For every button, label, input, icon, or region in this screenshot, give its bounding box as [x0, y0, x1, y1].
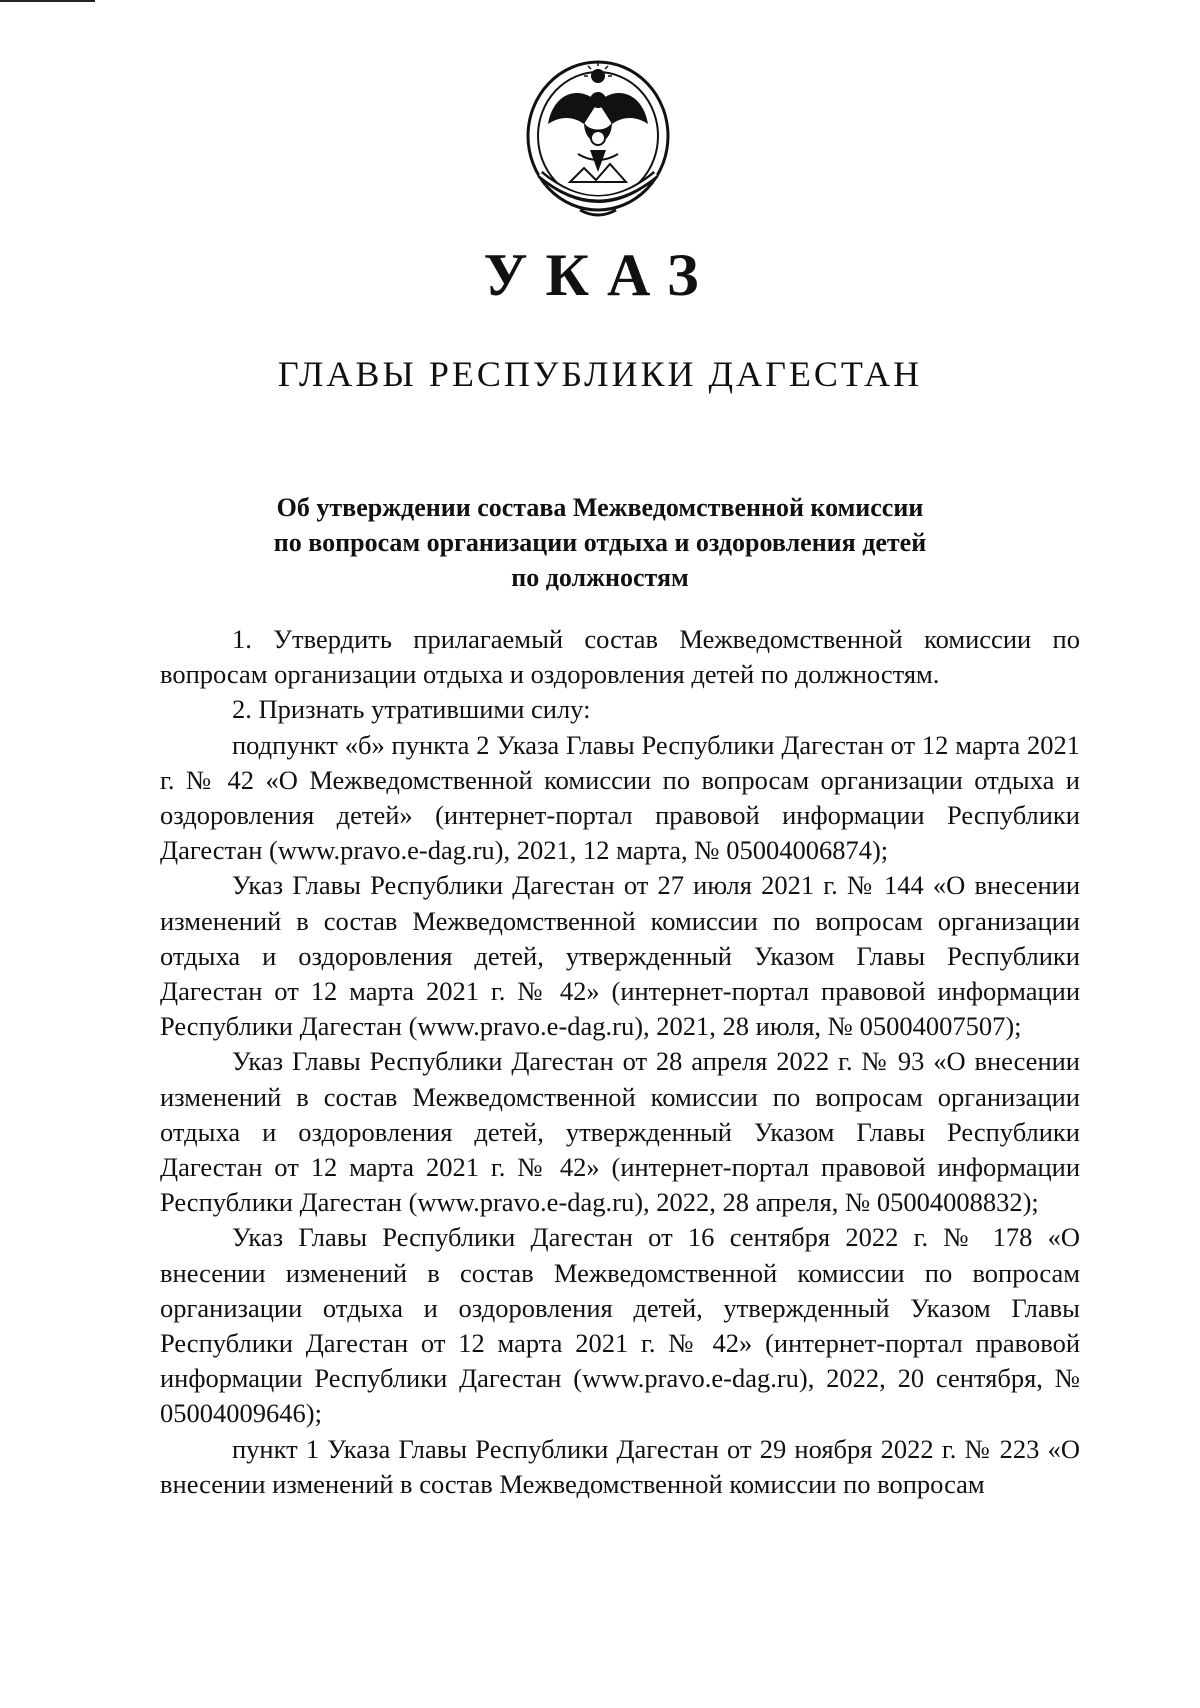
paragraph-item-1: 1. Утвердить прилагаемый состав Межведомственной комиссии по вопросам организации отдыха и оздоровления детей по должностям. [160, 624, 1080, 690]
heading-line: по должностям [511, 563, 689, 592]
paragraph-item-2: 2. Признать утратившими силу: [232, 694, 591, 725]
document-heading [160, 490, 1040, 595]
coat-of-arms-emblem [518, 54, 678, 224]
document-title: УКАЗ [483, 242, 717, 308]
document-body [160, 622, 1080, 1502]
heading-line: Об утверждении состава Межведомственной комиссии [276, 493, 924, 522]
paragraph-repeal-decree-223: пункт 1 Указа Главы Республики Дагестан от 29 ноября 2022 г. № 223 «О внесении изменений в состав Межведомственной комиссии по вопросам [160, 1433, 1080, 1499]
document-subtitle: ГЛАВЫ РЕСПУБЛИКИ ДАГЕСТАН [277, 354, 923, 394]
paragraph-repeal-decree-93: Указ Главы Республики Дагестан от 28 апреля 2022 г. № 93 «О внесении изменений в состав Межведомственной комиссии по вопросам организации отдыха и оздоровления детей, утвержденный Указом Главы Республики Дагестан от 12 марта 2021 г. № 42» (интернет-портал правовой информации Республики Дагестан (www.pravo.e-dag.ru), 2022, 28 апреля, № 05004008832); [160, 1046, 1080, 1218]
paragraph-repeal-decree-144: Указ Главы Республики Дагестан от 27 июля 2021 г. № 144 «О внесении изменений в состав Межведомственной комиссии по вопросам организации отдыха и оздоровления детей, утвержденный Указом Главы Республики Дагестан от 12 марта 2021 г. № 42» (интернет-портал правовой информации Республики Дагестан (www.pravo.e-dag.ru), 2021, 28 июля, № 05004007507); [160, 870, 1080, 1042]
paragraph-repeal-decree-178: Указ Главы Республики Дагестан от 16 сентября 2022 г. № 178 «О внесении изменений в состав Межведомственной комиссии по вопросам организации отдыха и оздоровления детей, утвержденный Указом Главы Республики Дагестан от 12 марта 2021 г. № 42» (интернет-портал правовой информации Республики Дагестан (www.pravo.e-dag.ru), 2022, 20 сентября, № 05004009646); [160, 1222, 1080, 1429]
heading-line: по вопросам организации отдыха и оздоровления детей [273, 528, 927, 557]
paragraph-repeal-subpoint: подпункт «б» пункта 2 Указа Главы Республики Дагестан от 12 марта 2021 г. № 42 «О Межведомственной комиссии по вопросам организации отдыха и оздоровления детей» (интернет-портал правовой информации Республики Дагестан (www.pravo.e-dag.ru), 2021, 12 марта, № 05004006874); [160, 729, 1080, 866]
dagestan-coat-of-arms-icon [518, 54, 678, 224]
scan-edge-line [0, 0, 95, 2]
